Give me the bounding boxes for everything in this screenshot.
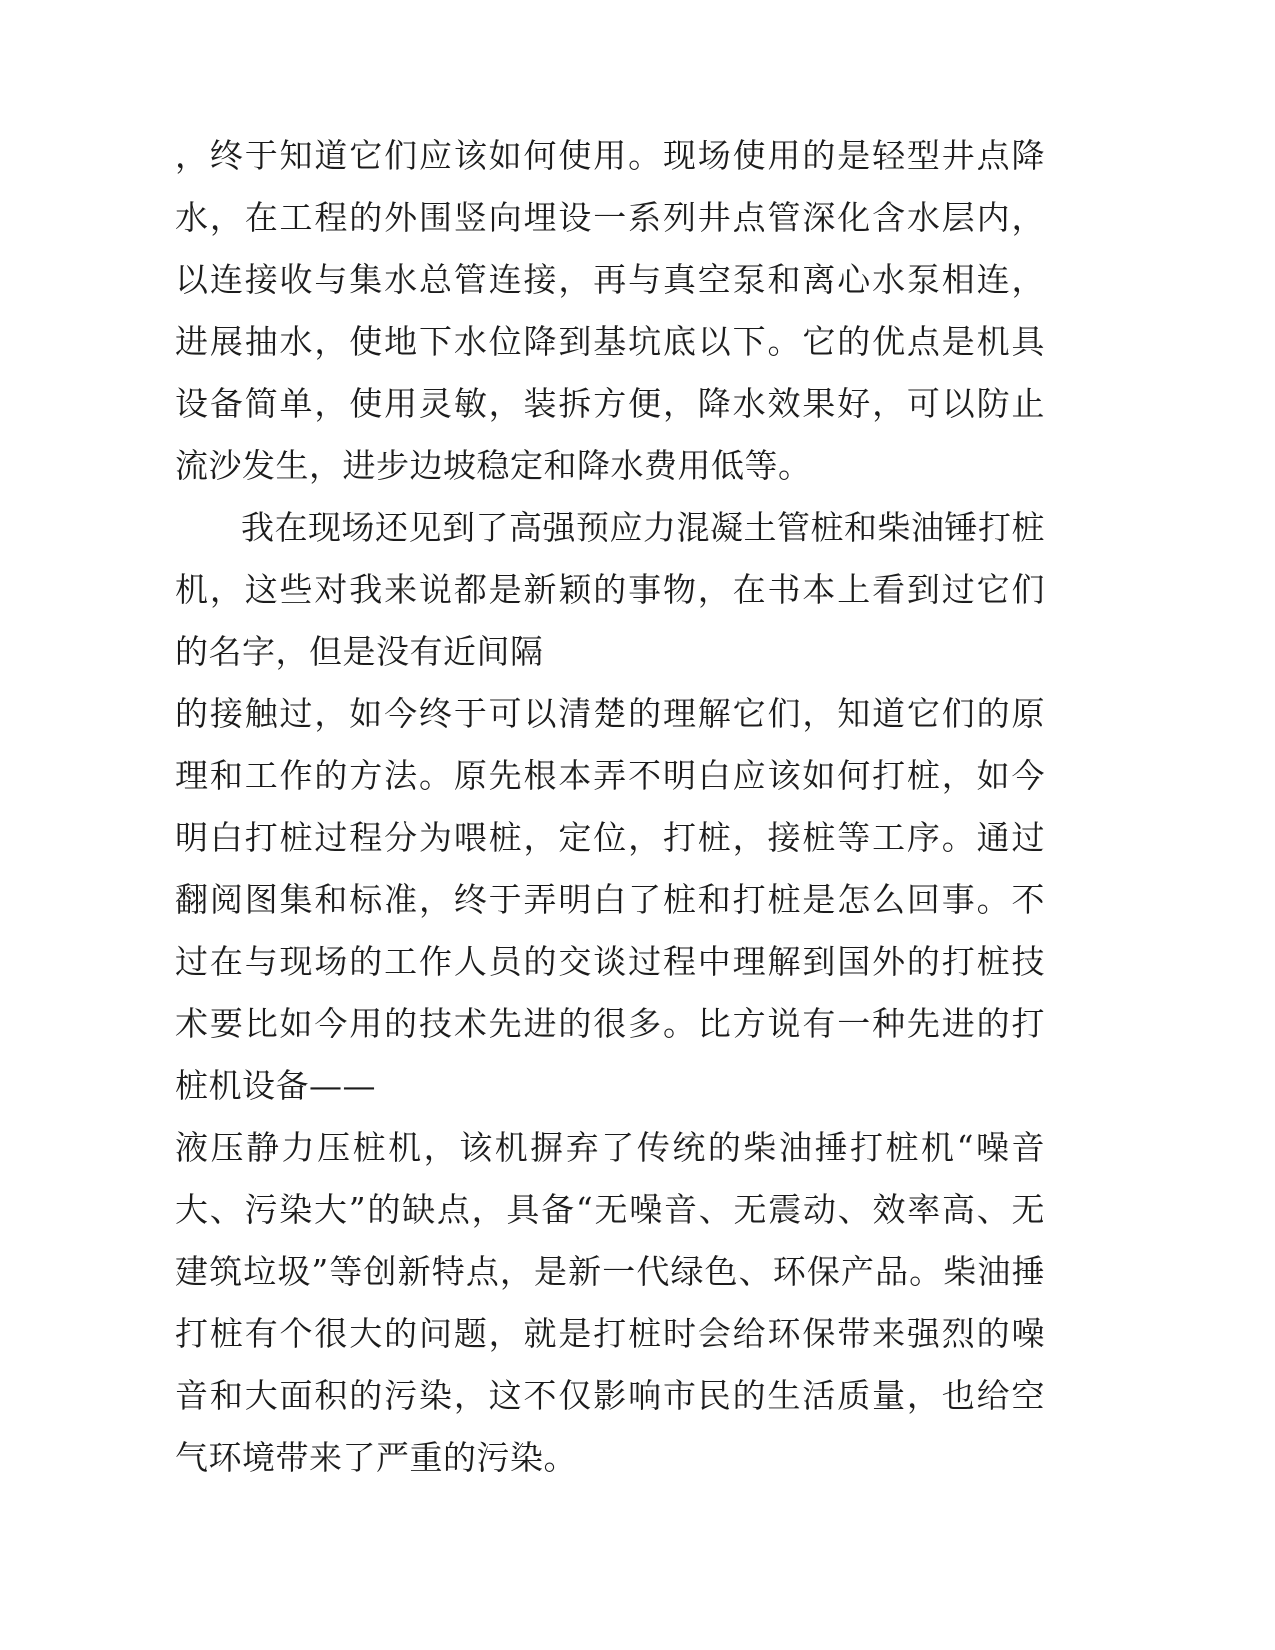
paragraph-4: 液压静力压桩机，该机摒弃了传统的柴油捶打桩机“噪音大、污染大”的缺点，具备“无噪音、无震动、效率高、无建筑垃圾”等创新特点，是新一代绿色、环保产品。柴油捶打桩有个很大的问题，就是打桩时会给环保带来强烈的噪音和大面积的污染，这不仅影响市民的生活质量，也给空气环境带来了严重的污染。 <box>175 1128 1045 1477</box>
document-body <box>175 125 1045 1489</box>
paragraph-3: 的接触过，如今终于可以清楚的理解它们，知道它们的原理和工作的方法。原先根本弄不明白应该如何打桩，如今明白打桩过程分为喂桩，定位，打桩，接桩等工序。通过翻阅图集和标准，终于弄明白了桩和打桩是怎么回事。不过在与现场的工作人员的交谈过程中理解到国外的打桩技术要比如今用的技术先进的很多。比方说有一种先进的打桩机设备—— <box>175 694 1045 1105</box>
paragraph-1: ，终于知道它们应该如何使用。现场使用的是轻型井点降水，在工程的外围竖向埋设一系列井点管深化含水层内，以连接收与集水总管连接，再与真空泵和离心水泵相连，进展抽水，使地下水位降到基坑底以下。它的优点是机具设备简单，使用灵敏，装拆方便，降水效果好，可以防止流沙发生，进步边坡稳定和降水费用低等。 <box>175 136 1045 485</box>
paragraph-2: 我在现场还见到了高强预应力混凝土管桩和柴油锤打桩机，这些对我来说都是新颖的事物，在书本上看到过它们的名字，但是没有近间隔 <box>175 508 1045 671</box>
